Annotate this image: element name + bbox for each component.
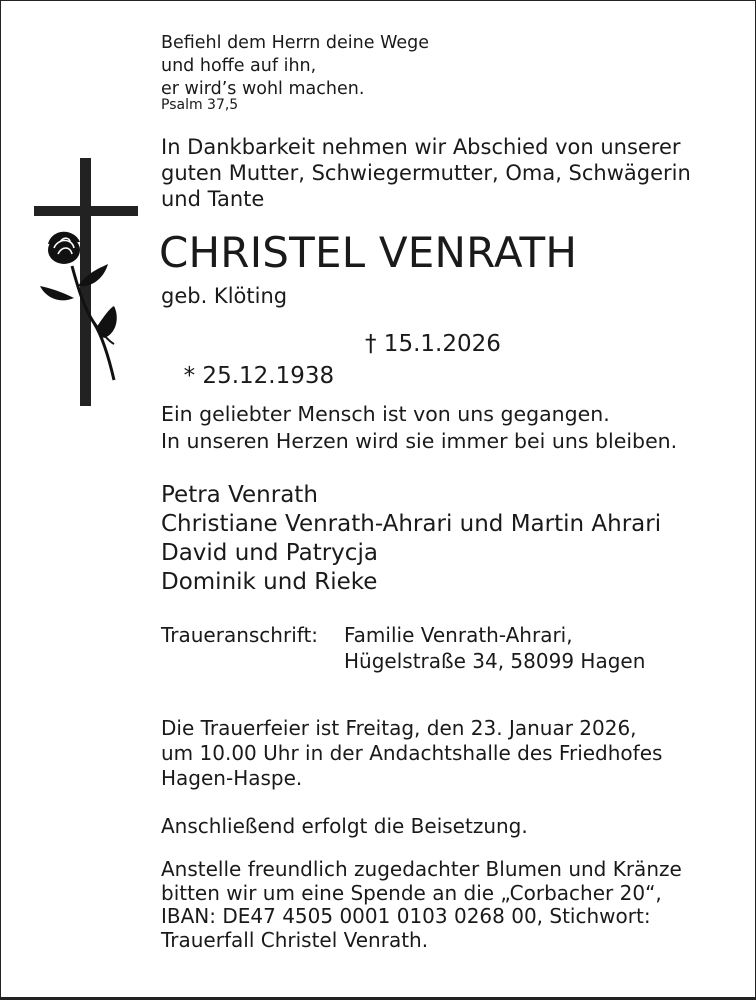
verse-reference: Psalm 37,5: [161, 97, 239, 113]
family-list: [161, 481, 661, 597]
verse-line: und hoffe auf ihn,: [161, 56, 317, 76]
address-label: Traueranschrift:: [161, 623, 319, 647]
intro-text: [161, 134, 691, 212]
mourning-address: [161, 622, 741, 673]
family-member: Dominik und Rieke: [161, 569, 378, 595]
service-line: um 10.00 Uhr in der Andachtshalle des Friedhofes: [161, 741, 663, 765]
service-line: Die Trauerfeier ist Freitag, den 23. Januar 2026,: [161, 716, 637, 740]
donation-line: Anstelle freundlich zugedachter Blumen und Kränze: [161, 857, 682, 881]
address-line: Hügelstraße 34, 58099 Hagen: [344, 649, 646, 673]
memorial-saying: [161, 401, 677, 455]
bible-verse: [161, 32, 429, 101]
birth-date: * 25.12.1938: [183, 363, 335, 389]
family-member: David und Patrycja: [161, 540, 378, 566]
family-member: Christiane Venrath-Ahrari und Martin Ahrari: [161, 511, 662, 537]
donation-note: [161, 858, 682, 952]
burial-note: Anschließend erfolgt die Beisetzung.: [161, 814, 528, 838]
family-member: Petra Venrath: [161, 482, 318, 508]
donation-line: bitten wir um eine Spende an die „Corbacher 20“,: [161, 880, 662, 905]
verse-line: er wird’s wohl machen.: [161, 79, 365, 99]
donation-line: Trauerfall Christel Venrath.: [161, 927, 429, 952]
birth-name: geb. Klöting: [161, 284, 288, 308]
deceased-name: CHRISTEL VENRATH: [159, 228, 578, 277]
intro-line: In Dankbarkeit nehmen wir Abschied von unserer: [161, 135, 681, 159]
address-line: Familie Venrath-Ahrari,: [344, 623, 573, 647]
saying-line: In unseren Herzen wird sie immer bei uns bleiben.: [161, 429, 678, 453]
cross-with-rose-icon: [34, 158, 138, 406]
funeral-service: [161, 716, 662, 791]
saying-line: Ein geliebter Mensch ist von uns gegangen.: [161, 402, 610, 426]
verse-line: Befiehl dem Herrn deine Wege: [161, 33, 429, 53]
intro-line: und Tante: [161, 187, 265, 211]
death-date: † 15.1.2026: [365, 331, 501, 357]
donation-line: IBAN: DE47 4505 0001 0103 0268 00, Stichwort:: [161, 904, 651, 928]
intro-line: guten Mutter, Schwiegermutter, Oma, Schwägerin: [161, 161, 691, 185]
service-line: Hagen-Haspe.: [161, 766, 303, 790]
